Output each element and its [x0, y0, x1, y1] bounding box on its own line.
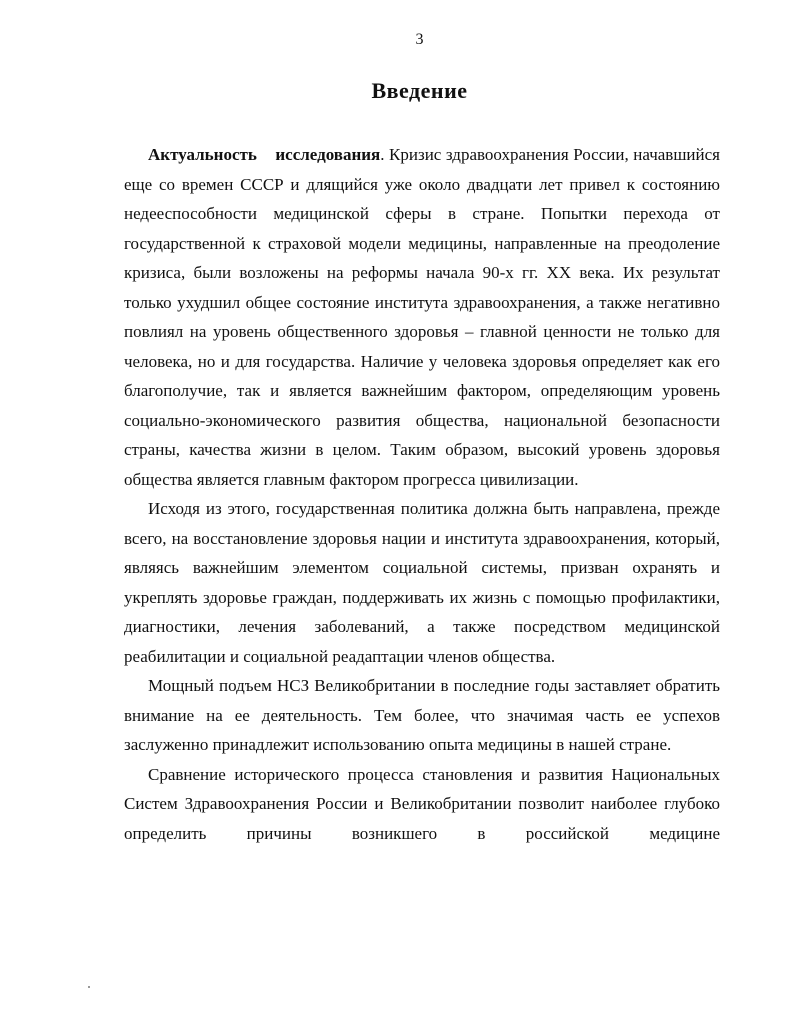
paragraph-text: Кризис здравоохранения России, начавшийся еще со времен СССР и длящийся уже около двадцати лет привел к состоянию недееспособности медицинской сферы в стране. Попытки перехода от государственной к страховой модели медицины, направленные на преодоление кризиса, были возложены на реформы начала 90-х гг. XX века. Их результат только ухудшил общее состояние института здравоохранения, а также негативно повлиял на уровень общественного здоровья – главной ценности не только для человека, но и для государства. Наличие у человека здоровья определяет как его благополучие, так и является важнейшим фактором, определяющим уровень социально-экономического развития общества, национальной безопасности страны, качества жизни в целом. Таким образом, высокий уровень здоровья общества является главным фактором прогресса цивилизации.	[124, 145, 720, 489]
paragraph-nhs: Мощный подъем НСЗ Великобритании в последние годы заставляет обратить внимание на ее деятельность. Тем более, что значимая часть ее успехов заслуженно принадлежит использованию опыта медицины в нашей стране.	[124, 676, 720, 754]
body-text	[124, 140, 720, 848]
paragraph-comparison: Сравнение исторического процесса становления и развития Национальных Систем Здравоохранения России и Великобритании позволит наиболее глубоко определить причины возникшего в российской медицине	[124, 764, 720, 843]
relevance-heading-punct: .	[380, 145, 385, 164]
page-number: 3	[415, 31, 424, 48]
paragraph-policy: Исходя из этого, государственная политика должна быть направлена, прежде всего, на восстановление здоровья нации и института здравоохранения, который, являясь важнейшим элементом социальной системы, призван охранять и укреплять здоровье граждан, поддерживать их жизнь с помощью профилактики, диагностики, лечения заболеваний, а также посредством медицинской реабилитации и социальной реадаптации членов общества.	[124, 499, 720, 666]
page-title: Введение	[371, 78, 468, 103]
paragraph-relevance	[124, 140, 720, 494]
relevance-heading: Актуальность исследования	[148, 145, 381, 164]
scan-speck	[88, 986, 90, 988]
